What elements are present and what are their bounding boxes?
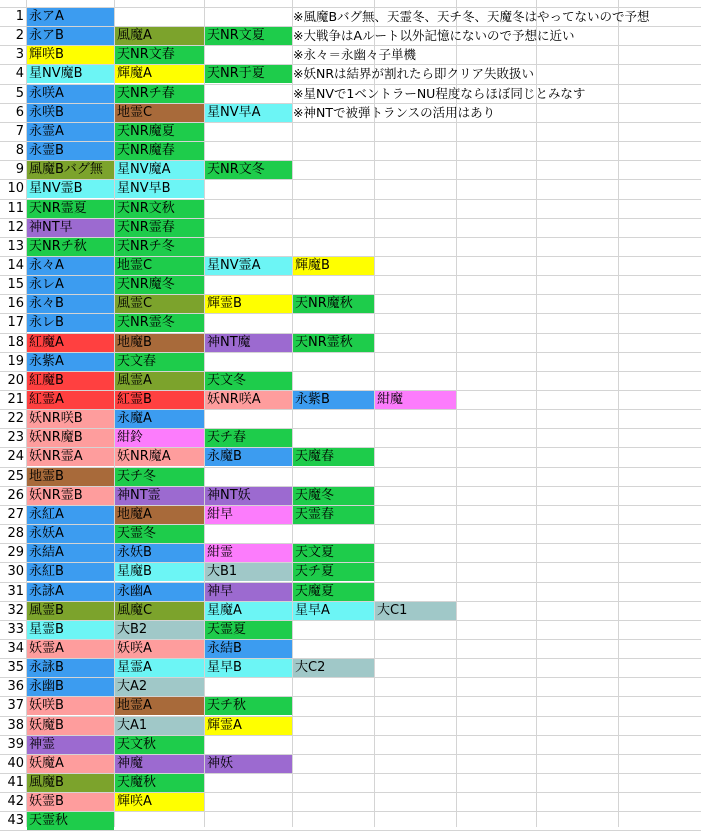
table-cell[interactable]: 永々B: [27, 295, 114, 313]
row-number: 28: [7, 526, 24, 541]
table-cell[interactable]: 天NR文秋: [115, 200, 204, 218]
table-cell[interactable]: 紺霊: [205, 544, 292, 562]
table-cell[interactable]: 紅魔A: [27, 334, 114, 352]
table-cell[interactable]: 天霊夏: [205, 621, 292, 639]
row-number: 36: [7, 679, 24, 694]
table-cell[interactable]: 天NR魔冬: [115, 276, 204, 294]
row-number: 26: [7, 488, 24, 503]
row-number: 33: [7, 622, 24, 637]
table-cell[interactable]: 輝咲B: [27, 46, 114, 64]
table-cell[interactable]: 永霊B: [27, 142, 114, 160]
row-number: 31: [7, 584, 24, 599]
row-number: 37: [7, 698, 24, 713]
table-cell[interactable]: 永紫B: [293, 391, 374, 409]
grid-line-vertical: [292, 0, 293, 827]
row-number: 3: [15, 47, 24, 62]
table-cell[interactable]: 風霊B: [27, 602, 114, 620]
table-cell[interactable]: 天チ春: [205, 429, 292, 447]
table-cell[interactable]: 天NR文冬: [205, 161, 292, 179]
note-text: ※星NVで1ベントラーNU程度ならほぼ同じとみなす: [293, 86, 586, 101]
table-cell[interactable]: 星早B: [205, 659, 292, 677]
table-cell[interactable]: 天NR霊夏: [27, 200, 114, 218]
row-number: 21: [7, 392, 24, 407]
grid-line-vertical: [456, 0, 457, 827]
table-cell[interactable]: 天NR于夏: [205, 65, 292, 83]
table-cell[interactable]: 天チ秋: [205, 697, 292, 715]
row-number: 40: [7, 756, 24, 771]
table-cell[interactable]: 風魔C: [115, 602, 204, 620]
table-cell[interactable]: 永レA: [27, 276, 114, 294]
table-cell[interactable]: 永紅B: [27, 563, 114, 581]
row-number: 4: [15, 66, 24, 81]
table-cell[interactable]: 天NRチ秋: [27, 238, 114, 256]
table-cell[interactable]: 星早A: [293, 602, 374, 620]
row-number: 41: [7, 775, 24, 790]
table-cell[interactable]: 風魔Bバグ無: [27, 161, 114, 179]
table-cell[interactable]: 神妖: [205, 755, 292, 773]
table-cell[interactable]: 星NV早A: [205, 104, 292, 122]
row-number: 30: [7, 564, 24, 579]
table-cell[interactable]: 大A2: [115, 678, 204, 696]
table-cell[interactable]: 地霊B: [27, 468, 114, 486]
row-number: 16: [7, 296, 24, 311]
table-cell[interactable]: 風霊C: [115, 295, 204, 313]
table-cell[interactable]: 永レB: [27, 314, 114, 332]
row-number: 20: [7, 373, 24, 388]
row-number: 38: [7, 718, 24, 733]
table-cell[interactable]: 神霊: [27, 736, 114, 754]
table-cell[interactable]: 星NV魔B: [27, 65, 114, 83]
table-cell[interactable]: 永咲A: [27, 85, 114, 103]
table-cell[interactable]: 永霊A: [27, 123, 114, 141]
table-cell[interactable]: 永幽B: [27, 678, 114, 696]
table-cell[interactable]: 永結B: [205, 640, 292, 658]
table-cell[interactable]: 天文秋: [115, 736, 204, 754]
table-cell[interactable]: 天NR魔秋: [293, 295, 374, 313]
table-cell[interactable]: 天NR魔春: [115, 142, 204, 160]
table-cell[interactable]: 輝咲A: [115, 793, 204, 811]
row-number: 22: [7, 411, 24, 426]
row-number: 17: [7, 315, 24, 330]
table-cell[interactable]: 天文冬: [205, 372, 292, 390]
row-number: 11: [7, 201, 24, 216]
table-cell[interactable]: 永幽A: [115, 583, 204, 601]
table-cell[interactable]: 妖咲B: [27, 697, 114, 715]
table-cell[interactable]: 星霊B: [27, 621, 114, 639]
table-cell[interactable]: 永魔A: [115, 410, 204, 428]
table-cell[interactable]: 大B1: [205, 563, 292, 581]
note-text: ※大戦争はAルート以外記憶にないので予想に近い: [293, 28, 575, 43]
row-number: 24: [7, 449, 24, 464]
table-cell[interactable]: 輝魔A: [115, 65, 204, 83]
table-cell[interactable]: 神NT霊: [115, 487, 204, 505]
table-cell[interactable]: 妖NR魔B: [27, 429, 114, 447]
table-cell[interactable]: 紺魔: [375, 391, 456, 409]
row-number: 18: [7, 335, 24, 350]
row-number: 27: [7, 507, 24, 522]
table-cell[interactable]: 天NRチ春: [115, 85, 204, 103]
table-cell[interactable]: 天霊冬: [115, 525, 204, 543]
table-cell[interactable]: 永魔B: [205, 448, 292, 466]
table-cell[interactable]: 妖NR霊B: [27, 487, 114, 505]
note-text: ※妖NRは結界が割れたら即クリア失敗扱い: [293, 66, 535, 81]
table-cell[interactable]: 紅魔B: [27, 372, 114, 390]
table-cell[interactable]: 星NV魔A: [115, 161, 204, 179]
table-cell[interactable]: 永アB: [27, 27, 114, 45]
table-cell[interactable]: 妖魔B: [27, 717, 114, 735]
grid-line-vertical: [374, 0, 375, 827]
table-cell[interactable]: 永紫A: [27, 353, 114, 371]
table-cell[interactable]: 大C1: [375, 602, 456, 620]
table-cell[interactable]: 妖NR霊A: [27, 448, 114, 466]
table-cell[interactable]: 輝魔B: [293, 257, 374, 275]
table-cell[interactable]: 神魔: [115, 755, 204, 773]
table-cell[interactable]: 妖霊A: [27, 640, 114, 658]
table-cell[interactable]: 星魔B: [115, 563, 204, 581]
table-cell[interactable]: 天魔夏: [293, 583, 374, 601]
row-number: 1: [15, 9, 24, 24]
table-cell[interactable]: 紺早: [205, 506, 292, 524]
row-number: 2: [15, 28, 24, 43]
row-number: 5: [15, 86, 24, 101]
grid-line-vertical: [618, 0, 619, 827]
table-cell[interactable]: 地霊C: [115, 104, 204, 122]
grid-line-vertical: [536, 0, 537, 827]
row-number: 12: [7, 220, 24, 235]
table-cell[interactable]: 天NR文夏: [205, 27, 292, 45]
table-cell[interactable]: 妖霊B: [27, 793, 114, 811]
table-cell[interactable]: 永結A: [27, 544, 114, 562]
row-number: 23: [7, 430, 24, 445]
row-number: 29: [7, 545, 24, 560]
table-cell[interactable]: 妖NR魔A: [115, 448, 204, 466]
table-cell[interactable]: 紅霊A: [27, 391, 114, 409]
table-cell[interactable]: 天チ夏: [293, 563, 374, 581]
row-number: 14: [7, 258, 24, 273]
table-cell[interactable]: 天NR霊春: [115, 219, 204, 237]
table-cell[interactable]: 地魔A: [115, 506, 204, 524]
row-number: 42: [7, 794, 24, 809]
table-cell[interactable]: 天魔春: [293, 448, 374, 466]
row-number: 25: [7, 469, 24, 484]
table-cell[interactable]: 大A1: [115, 717, 204, 735]
table-cell[interactable]: 永咲B: [27, 104, 114, 122]
row-number: 19: [7, 354, 24, 369]
table-cell[interactable]: 天霊秋: [27, 812, 114, 830]
row-number: 13: [7, 239, 24, 254]
row-number: 7: [15, 124, 24, 139]
row-number: 34: [7, 641, 24, 656]
table-cell[interactable]: 永紅A: [27, 506, 114, 524]
table-cell[interactable]: 天魔秋: [115, 774, 204, 792]
table-cell[interactable]: 永詠B: [27, 659, 114, 677]
table-cell[interactable]: 天NR文春: [115, 46, 204, 64]
row-number: 43: [7, 813, 24, 828]
table-cell[interactable]: 紅霊B: [115, 391, 204, 409]
table-cell[interactable]: 紺鈴: [115, 429, 204, 447]
table-cell[interactable]: 地霊A: [115, 697, 204, 715]
table-cell[interactable]: 星NV霊A: [205, 257, 292, 275]
table-cell[interactable]: 天文夏: [293, 544, 374, 562]
note-text: ※風魔Bバグ無、天霊冬、天チ冬、天魔冬はやってないので予想: [293, 9, 650, 24]
table-cell[interactable]: 神NT魔: [205, 334, 292, 352]
table-cell[interactable]: 永々A: [27, 257, 114, 275]
table-cell[interactable]: 風霊A: [115, 372, 204, 390]
table-cell[interactable]: 地霊C: [115, 257, 204, 275]
table-cell[interactable]: 天NR霊秋: [293, 334, 374, 352]
row-number: 39: [7, 737, 24, 752]
table-cell[interactable]: 神NT早: [27, 219, 114, 237]
row-number: 32: [7, 603, 24, 618]
table-cell[interactable]: 地魔B: [115, 334, 204, 352]
table-cell[interactable]: 天NR魔夏: [115, 123, 204, 141]
table-cell[interactable]: 天魔冬: [293, 487, 374, 505]
table-cell[interactable]: 風魔B: [27, 774, 114, 792]
table-cell[interactable]: 大B2: [115, 621, 204, 639]
row-number: 15: [7, 277, 24, 292]
row-number: 35: [7, 660, 24, 675]
table-cell[interactable]: 星魔A: [205, 602, 292, 620]
table-cell[interactable]: 星NV霊B: [27, 180, 114, 198]
row-number: 8: [15, 143, 24, 158]
table-cell[interactable]: 妖魔A: [27, 755, 114, 773]
table-cell[interactable]: 天文春: [115, 353, 204, 371]
table-cell[interactable]: 星霊A: [115, 659, 204, 677]
table-cell[interactable]: 妖NR咲B: [27, 410, 114, 428]
row-number: 9: [15, 162, 24, 177]
table-cell[interactable]: 大C2: [293, 659, 374, 677]
row-number: 6: [15, 105, 24, 120]
note-text: ※神NTで被弾トランスの活用はあり: [293, 105, 496, 120]
table-cell[interactable]: 神NT妖: [205, 487, 292, 505]
table-cell[interactable]: 天霊春: [293, 506, 374, 524]
table-cell[interactable]: 輝霊A: [205, 717, 292, 735]
table-cell[interactable]: 輝霊B: [205, 295, 292, 313]
table-cell[interactable]: 永アA: [27, 8, 114, 26]
table-cell[interactable]: 天NR霊冬: [115, 314, 204, 332]
table-cell[interactable]: 妖NR咲A: [205, 391, 292, 409]
table-cell[interactable]: 神早: [205, 583, 292, 601]
table-cell[interactable]: 風魔A: [115, 27, 204, 45]
table-cell[interactable]: 天チ冬: [115, 468, 204, 486]
table-cell[interactable]: 星NV早B: [115, 180, 204, 198]
table-cell[interactable]: 永妖A: [27, 525, 114, 543]
row-number: 10: [7, 181, 24, 196]
table-cell[interactable]: 永妖B: [115, 544, 204, 562]
note-text: ※永々＝永幽々子単機: [293, 47, 416, 62]
table-cell[interactable]: 妖咲A: [115, 640, 204, 658]
table-cell[interactable]: 天NRチ冬: [115, 238, 204, 256]
table-cell[interactable]: 永詠A: [27, 583, 114, 601]
